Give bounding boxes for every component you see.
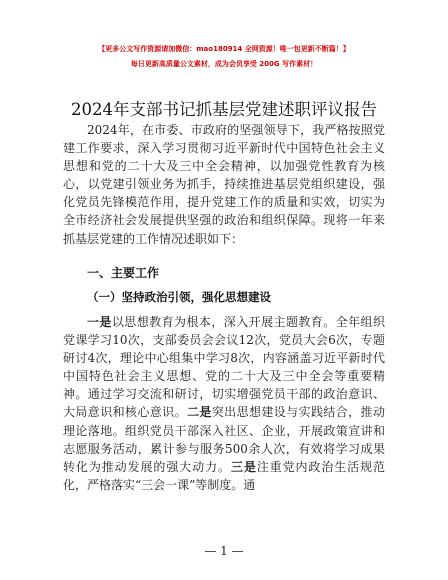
- intro-paragraph: 2024年，在市委、市政府的坚强领导下，我严格按照党建工作要求，深入学习贯彻习近平新时代中国特色社会主义思想和党的二十大及三中全会精神，以加强党性教育为核心，以党建引领业务为抓手，持续推进基层党组织建设，强化党员先锋模范作用，提升党建工作的质量和实效，切实为全市经济社会发展提供坚强的政治和组织保障。现将一年来抓基层党建的工作情况述职如下：: [63, 123, 385, 246]
- promo-banner-line-1: 【更多公文写作资源请加微信：mao180914 全网资源！唯一包更新不断篇！】: [98, 45, 350, 53]
- paragraph-lead-first: 一是: [87, 315, 112, 329]
- body-paragraph: [63, 313, 385, 494]
- paragraph-text-third: 注重党内政治生活规范化，严格落实“三会一课”等制度。通: [63, 459, 385, 492]
- paragraph-text-first: 以思想教育为根本，深入开展主题教育。全年组织党课学习10次，支部委员会会议12次，党员大会6次，专题研讨4次，理论中心组集中学习8次，内容涵盖习近平新时代中国特色社会主义思想、党的二十大及三中全会等重要精神。通过学习交流和研讨，切实增强党员干部的政治意识、大局意识和核心意识。: [63, 315, 385, 420]
- page-number: — 1 —: [204, 544, 244, 558]
- section-heading-main-work: 一、主要工作: [87, 266, 160, 280]
- promo-banner-line-2: 每日更新高质量公文素材，成为会员享受 200G 写作素材！: [130, 60, 318, 68]
- paragraph-lead-third: 三是: [230, 459, 257, 474]
- subsection-heading-political-guidance: （一）坚持政治引领，强化思想建设: [87, 290, 271, 304]
- document-title: 2024年支部书记抓基层党建述职评议报告: [71, 100, 377, 119]
- paragraph-text-second: 突出思想建设与实践结合，推动理论落地。组织党员干部深入社区、企业，开展政策宣讲和志愿服务活动，累计参与服务500余人次，有效将学习成果转化为推动发展的强大动力。: [63, 405, 385, 474]
- paragraph-lead-second: 二是: [186, 405, 212, 420]
